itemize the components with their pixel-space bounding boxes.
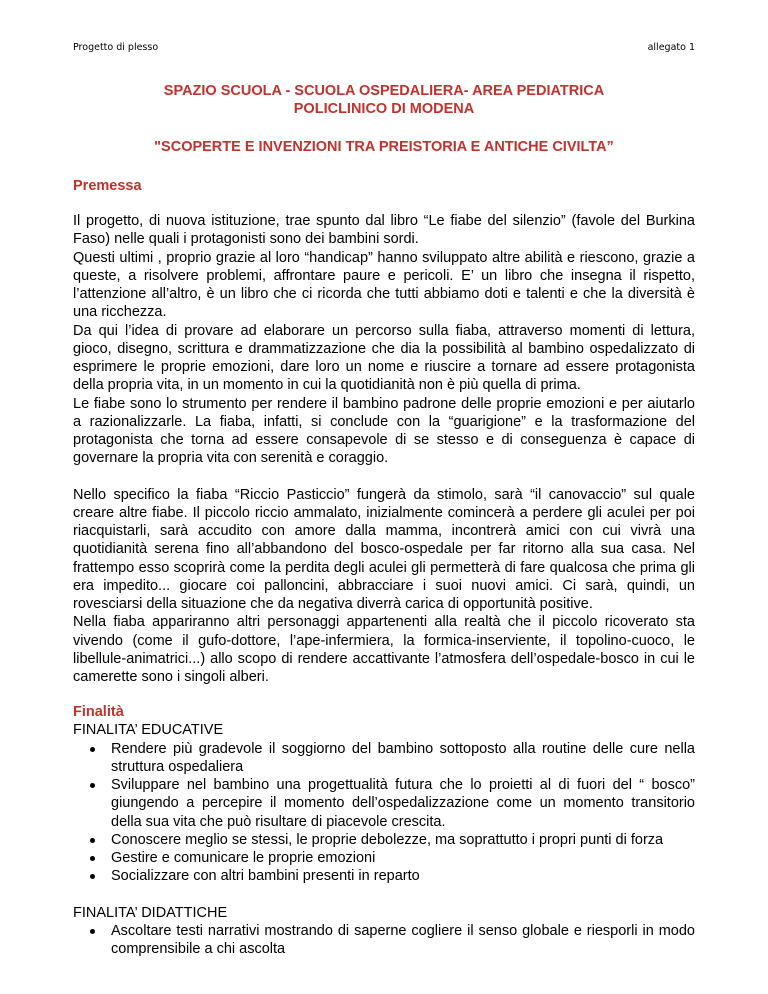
list-item: Ascoltare testi narrativi mostrando di saperne cogliere il senso globale e riesporli in modo comprensibile a chi ascolta xyxy=(73,922,695,959)
page-header xyxy=(73,42,695,53)
paragraph: Da qui l’idea di provare ad elaborare un percorso sulla fiaba, attraverso momenti di lettura, gioco, disegno, scrittura e drammatizzazione che dia la possibilità al bambino ospedalizzato di esprimere le proprie emozioni, dare loro un nome e riuscire a tornare ad essere protagonista della propria vita, in un momento in cui la quotidianità non è più quella di prima. xyxy=(73,322,695,394)
list-item: Conoscere meglio se stessi, le proprie debolezze, ma soprattutto i propri punti di forza xyxy=(73,831,695,849)
paragraph: Il progetto, di nuova istituzione, trae spunto dal libro “Le fiabe del silenzio” (favole del Burkina Faso) nelle quali i protagonisti sono dei bambini sordi. xyxy=(73,213,695,248)
paragraph: Le fiabe sono lo strumento per rendere il bambino padrone delle proprie emozioni e per aiutarlo a razionalizzarle. La fiaba, infatti, si conclude con la “guarigione” e la trasformazione del protagonista che torna ad essere consapevole di se stesso e di conseguenza è capace di governare la propria vita con serenità e coraggio. xyxy=(73,395,695,467)
project-title: "SCOPERTE E INVENZIONI TRA PREISTORIA E ANTICHE CIVILTA” xyxy=(154,139,614,155)
paragraph: Nella fiaba appariranno altri personaggi appartenenti alla realtà che il piccolo ricoverato sta vivendo (come il gufo-dottore, l’ape-infermiera, la formica-inserviente, il topolino-cuoco, le libellule-animatrici...) allo scopo di rendere accattivante l’atmosfera dell’ospedale-bosco in cui le camerette sono i singoli alberi. xyxy=(73,614,695,685)
list-item: Sviluppare nel bambino una progettualità futura che lo proietti al di fuori del “ bosco” giungendo a percepire il momento dell’ospedalizzazione come un momento transitorio della sua vita che può risultare di piacevole crescita. xyxy=(73,776,695,831)
bullet-icon xyxy=(90,929,95,934)
paragraph: Nello specifico la fiaba “Riccio Pasticcio” fungerà da stimolo, sarà “il canovaccio” sul quale creare altre fiabe. Il piccolo riccio ammalato, inizialmente comincerà a perdere gli aculei per poi riacquistarli, sarà accudito con amore dalla mamma, incontrerà amici con cui vivrà una quotidianità serena fino all’abbandono del bosco-ospedale per far ritorno alla sua casa. Nel frattempo esso scoprirà come la perdita degli aculei gli permetterà di fare qualcosa che prima gli era impedito... giocare coi palloncini, abbracciare i suoi nuovi amici. Ci sarà, quindi, un rovesciarsi della situazione che da negativa diverrà carica di opportunità positive. xyxy=(73,486,695,612)
doc-title-line2: POLICLINICO DI MODENA xyxy=(293,101,475,117)
section-heading-premessa: Premessa xyxy=(73,178,142,194)
list-item: Rendere più gradevole il soggiorno del bambino sottoposto alla routine delle cure nella struttura ospedaliera xyxy=(73,740,695,777)
premessa-body xyxy=(73,212,695,686)
subheading-educative: FINALITA’ EDUCATIVE xyxy=(73,722,224,739)
bullet-icon xyxy=(90,874,95,879)
document-body xyxy=(73,82,695,958)
list-item: Socializzare con altri bambini presenti in reparto xyxy=(73,867,695,885)
section-heading-finalita: Finalità xyxy=(73,704,124,721)
header-right: allegato 1 xyxy=(647,42,695,53)
list-didattiche xyxy=(73,922,695,959)
bullet-icon xyxy=(90,747,95,752)
bullet-icon xyxy=(90,856,95,861)
subheading-didattiche: FINALITA’ DIDATTICHE xyxy=(73,904,228,921)
paragraph: Questi ultimi , proprio grazie al loro “handicap” hanno sviluppato altre abilità e riescono, grazie a queste, a risolvere problemi, affrontare paure e pericoli. E’ un libro che insegna il rispetto, l’attenzione all’altro, è un libro che ci ricorda che tutti abbiamo doti e talenti e che la diversità è una ricchezza. xyxy=(73,249,695,321)
bullet-icon xyxy=(90,838,95,843)
spacer xyxy=(73,886,695,904)
bullet-icon xyxy=(90,783,95,788)
doc-title-line1: SPAZIO SCUOLA - SCUOLA OSPEDALIERA- AREA PEDIATRICA xyxy=(163,83,605,99)
list-educative xyxy=(73,740,695,886)
list-item: Gestire e comunicare le proprie emozioni xyxy=(73,849,695,867)
header-left: Progetto di plesso xyxy=(73,42,159,53)
